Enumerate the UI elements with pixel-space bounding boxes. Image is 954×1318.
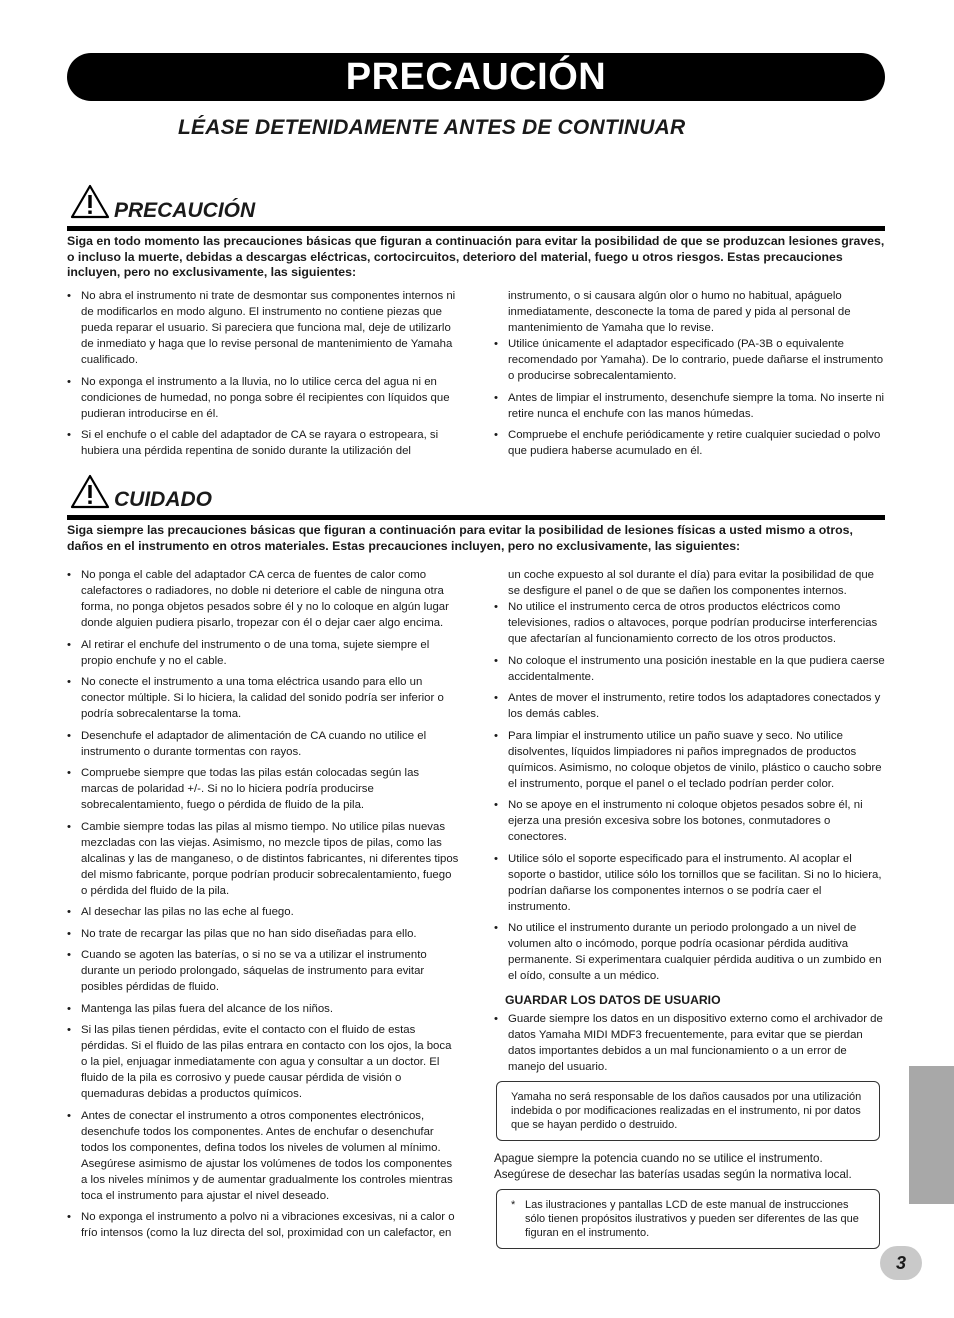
list-item: • No coloque el instrumento una posición inestable en la que pudiera caerse accidentalmente. [494, 653, 886, 685]
list-item: • No se apoye en el instrumento ni coloque objetos pesados sobre él, ni ejerza una presión excesiva sobre los botones, conmutadores o conectores. [494, 797, 886, 845]
side-tab [909, 1066, 954, 1204]
page-title: PRECAUCIÓN [345, 56, 607, 98]
list-item: • Si el enchufe o el cable del adaptador de CA se rayara o estropeara, si hubiera una pérdida repentina de sonido durante la utilización del [67, 427, 459, 459]
list-item: • No conecte el instrumento a una toma eléctrica usando para ello un conector múltiple. Si lo hiciera, la calidad del sonido podría ser inferior o podría sobrecalentarse la toma. [67, 674, 459, 722]
list-item: • Al desechar las pilas no las eche al fuego. [67, 904, 459, 920]
section-rule [67, 226, 885, 231]
page-number: 3 [895, 1253, 906, 1273]
warning-triangle-icon [70, 184, 110, 225]
note-batteries: Asegúrese de desechar las baterías usadas según la normativa local. [494, 1167, 852, 1181]
disclaimer-box [496, 1081, 880, 1141]
list-item: • Utilice únicamente el adaptador especificado (PA-3B o equivalente recomendado por Yamaha). De lo contrario, puede dañarse el instrumento o producirse sobrecalentamiento. [494, 336, 886, 384]
list-item: • Antes de conectar el instrumento a otros componentes electrónicos, desenchufe todos los componentes. Antes de enchufar o desenchufar todos los componentes, defina todos los niveles de volumen al mínimo. Asegúrese asimismo de ajustar los volúmenes de todos los componentes a los niveles mínimos y de aumentar gradualmente los controles mientras toca el instrumento para ajustar el nivel deseado. [67, 1108, 459, 1204]
list-item: • No exponga el instrumento a polvo ni a vibraciones excesivas, ni a calor o frío intensos (como la luz directa del sol, proximidad con un calefactor, en [67, 1209, 459, 1241]
footnote-box [496, 1189, 880, 1249]
list-item: • Cuando se agoten las baterías, o si no se va a utilizar el instrumento durante un periodo prolongado, sáquelas de instrumento para evitar posibles pérdidas de fluido. [67, 947, 459, 995]
list-item-continuation: un coche expuesto al sol durante el día) para evitar la posibilidad de que se desfigure el panel o de que se dañen los componentes internos. [508, 569, 875, 597]
list-item: • No abra el instrumento ni trate de desmontar sus componentes internos ni de modificarlos en modo alguno. El instrumento no contiene piezas que pueda reparar el usuario. Si pareciera que funciona mal, deje de utilizarlo de inmediato y haga que lo revise personal de mantenimiento de Yamaha cualificado. [67, 288, 459, 368]
cuidado-left-column [67, 567, 459, 1247]
list-item: • Mantenga las pilas fuera del alcance de los niños. [67, 1001, 459, 1017]
cuidado-heading: CUIDADO [114, 488, 212, 511]
list-item: • Para limpiar el instrumento utilice un paño suave y seco. No utilice disolventes, líquidos limpiadores ni paños impregnados de productos químicos. Asimismo, no coloque objetos de vinilo, plástico o caucho sobre el instrumento, porque el panel o el teclado podrían perder color. [494, 728, 886, 792]
footnote-mark: * [511, 1198, 516, 1211]
list-item: • Cambie siempre todas las pilas al mismo tiempo. No utilice pilas nuevas mezcladas con las viejas. Asimismo, no mezcle tipos de pilas, como las alcalinas y las de manganeso, o de distintos fabricantes, ni diferentes tipos del mismo fabricante, porque podrían producir sobrecalentamiento, fuego o pérdida del fluido de la pila. [67, 819, 459, 899]
list-item: • No utilice el instrumento cerca de otros productos eléctricos como televisiones, radios o altavoces, porque podrían producirse interferencias que afectarían al funcionamiento correcto de los otros productos. [494, 599, 886, 647]
section-rule [67, 515, 885, 520]
list-item: • Antes de mover el instrumento, retire todos los adaptadores conectados y los demás cables. [494, 690, 886, 722]
guardar-heading: GUARDAR LOS DATOS DE USUARIO [505, 993, 721, 1007]
list-item: • Compruebe siempre que todas las pilas están colocadas según las marcas de polaridad +/-. Si no lo hiciera podría producirse sobrecalentamiento, fuego o pérdida de fluido de la pila. [67, 765, 459, 813]
list-item: • Utilice sólo el soporte especificado para el instrumento. Al acoplar el soporte o bastidor, utilice sólo los tornillos que se facilitan. Si no lo hiciera, podrían dañarse los componentes internos o se podría caer el instrumento. [494, 851, 886, 915]
cuidado-intro: Siga siempre las precauciones básicas que figuran a continuación para evitar la posibilidad de lesiones físicas a usted mismo a otros, daños en el instrumento en otros materiales. Estas precauciones incluyen, pero no exclusivamente, las siguientes: [67, 523, 853, 553]
footnote-text: Las ilustraciones y pantallas LCD de este manual de instrucciones sólo tienen propósitos ilustrativos y pueden ser diferentes de las que figuran en el instrumento. [525, 1198, 859, 1239]
list-item: • No utilice el instrumento durante un periodo prolongado a un nivel de volumen alto o incómodo, porque podría ocasionar pérdida auditiva permanente. Si experimentara cualquier pérdida auditiva o un zumbido en el oído, consulte a un médico. [494, 920, 886, 984]
note-power: Apague siempre la potencia cuando no se utilice el instrumento. [494, 1151, 823, 1165]
cuidado-right-column [494, 567, 886, 1249]
list-item: • Desenchufe el adaptador de alimentación de CA cuando no utilice el instrumento o durante tormentas con rayos. [67, 728, 459, 760]
page-subtitle: LÉASE DETENIDAMENTE ANTES DE CONTINUAR [178, 116, 686, 139]
list-item: • Compruebe el enchufe periódicamente y retire cualquier suciedad o polvo que pudiera haberse acumulado en él. [494, 427, 886, 459]
list-item-continuation: instrumento, o si causara algún olor o humo no habitual, apáguelo inmediatamente, desconecte la toma de pared y pida al personal de mantenimiento de Yamaha que lo revise. [508, 290, 851, 334]
precaucion-right-column [494, 288, 886, 465]
list-item: • No exponga el instrumento a la lluvia, no lo utilice cerca del agua ni en condiciones de humedad, no ponga sobre él recipientes con líquidos que pudieran introducirse en él. [67, 374, 459, 422]
list-item: • Si las pilas tienen pérdidas, evite el contacto con el fluido de estas pérdidas. Si el fluido de las pilas entrara en contacto con los ojos, la boca o la piel, enjuagar inmediatamente con agua y consultar a un doctor. El fluido de la pila es corrosivo y puede causar pérdida de visión o quemaduras debidas a productos químicos. [67, 1022, 459, 1102]
list-item: • Al retirar el enchufe del instrumento o de una toma, sujete siempre el propio enchufe y no el cable. [67, 637, 459, 669]
warning-triangle-icon [70, 474, 110, 515]
precaucion-heading: PRECAUCIÓN [114, 199, 256, 222]
list-item: • No trate de recargar las pilas que no han sido diseñadas para ello. [67, 926, 459, 942]
precaucion-left-column [67, 288, 459, 465]
precaucion-intro: Siga en todo momento las precauciones básicas que figuran a continuación para evitar la posibilidad de que se produzcan lesiones graves, o incluso la muerte, debidas a descargas eléctricas, cortocircuitos, deterioro del material, fuego u otros riesgos. Estas precauciones incluyen, pero no exclusivamente, las siguientes: [67, 234, 885, 279]
list-item: • Antes de limpiar el instrumento, desenchufe siempre la toma. No inserte ni retire nunca el enchufe con las manos húmedas. [494, 390, 886, 422]
disclaimer-text: Yamaha no será responsable de los daños causados por una utilización indebida o por modificaciones realizadas en el instrumento, ni por datos que se hayan perdido o destruido. [511, 1090, 862, 1131]
list-item: • No ponga el cable del adaptador CA cerca de fuentes de calor como calefactores o radiadores, no doble ni deteriore el cable de ninguna otra forma, no ponga objetos pesados sobre él y no lo coloque en algún lugar donde alguien pudiera pisarlo, tropezar con él o dejar caer algo encima. [67, 567, 459, 631]
list-item: • Guarde siempre los datos en un dispositivo externo como el archivador de datos Yamaha MIDI MDF3 frecuentemente, para evitar que se pierdan datos importantes debidos a un mal funcionamiento o a un error de manejo del usuario. [494, 1011, 886, 1075]
